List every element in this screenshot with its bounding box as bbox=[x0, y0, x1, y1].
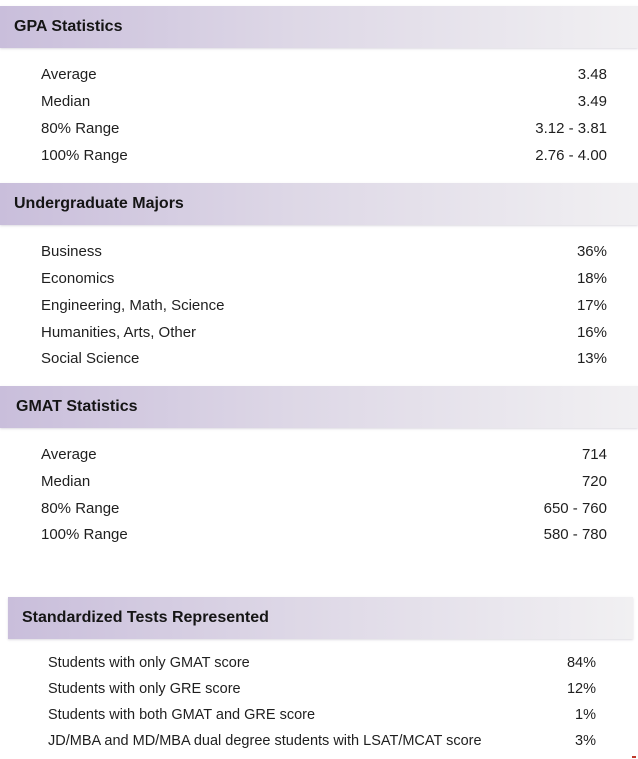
row-label: Average bbox=[41, 65, 97, 83]
table-row bbox=[41, 89, 607, 113]
row-value: 2.76 - 4.00 bbox=[535, 146, 607, 164]
table-row bbox=[41, 62, 607, 86]
row-label: Economics bbox=[41, 269, 115, 287]
row-label: Average bbox=[41, 445, 97, 463]
row-label: Humanities, Arts, Other bbox=[41, 323, 197, 341]
row-value: 3% bbox=[575, 733, 596, 749]
row-value: 18% bbox=[576, 269, 607, 287]
table-row bbox=[48, 651, 596, 675]
row-label: Median bbox=[41, 92, 91, 110]
table-row bbox=[41, 266, 607, 290]
row-value: 580 - 780 bbox=[543, 525, 607, 543]
row-value: 720 bbox=[581, 472, 607, 490]
row-value: 3.12 - 3.81 bbox=[535, 119, 607, 137]
standardized-tests-header bbox=[8, 597, 633, 639]
row-value: 3.48 bbox=[577, 65, 607, 83]
table-row bbox=[41, 496, 607, 520]
table-row bbox=[41, 116, 607, 140]
section-title: Standardized Tests Represented bbox=[22, 609, 269, 626]
section-title: GPA Statistics bbox=[14, 18, 123, 35]
table-row bbox=[48, 729, 596, 753]
row-label: Business bbox=[41, 242, 102, 260]
row-label: Students with both GMAT and GRE score bbox=[48, 707, 316, 723]
gpa-statistics-header bbox=[0, 6, 638, 48]
row-value: 3.49 bbox=[577, 92, 607, 110]
corner-mark bbox=[632, 756, 636, 758]
row-label: Students with only GMAT score bbox=[48, 655, 250, 671]
table-row bbox=[41, 320, 607, 344]
row-label: 80% Range bbox=[41, 119, 120, 137]
undergraduate-majors-header bbox=[0, 183, 638, 225]
row-label: 100% Range bbox=[41, 525, 128, 543]
row-label: 80% Range bbox=[41, 499, 120, 517]
table-row bbox=[41, 346, 607, 370]
table-row bbox=[41, 143, 607, 167]
table-row bbox=[41, 239, 607, 263]
row-label: Median bbox=[41, 472, 91, 490]
table-row bbox=[48, 677, 596, 701]
row-label: JD/MBA and MD/MBA dual degree students with LSAT/MCAT score bbox=[48, 733, 482, 749]
row-value: 84% bbox=[566, 655, 596, 671]
row-value: 12% bbox=[566, 681, 596, 697]
row-value: 650 - 760 bbox=[543, 499, 607, 517]
table-row bbox=[41, 522, 607, 546]
table-row bbox=[48, 703, 596, 727]
row-value: 17% bbox=[576, 296, 607, 314]
row-value: 36% bbox=[576, 242, 607, 260]
table-row bbox=[41, 293, 607, 317]
row-label: Engineering, Math, Science bbox=[41, 296, 225, 314]
table-row bbox=[41, 469, 607, 493]
row-value: 16% bbox=[576, 323, 607, 341]
table-row bbox=[41, 442, 607, 466]
gmat-statistics-header bbox=[0, 386, 638, 428]
row-value: 13% bbox=[576, 349, 607, 367]
row-label: Social Science bbox=[41, 349, 140, 367]
row-label: Students with only GRE score bbox=[48, 681, 241, 697]
row-value: 714 bbox=[581, 445, 607, 463]
section-title: Undergraduate Majors bbox=[14, 195, 184, 212]
row-label: 100% Range bbox=[41, 146, 128, 164]
row-value: 1% bbox=[575, 707, 596, 723]
section-title: GMAT Statistics bbox=[16, 398, 138, 415]
